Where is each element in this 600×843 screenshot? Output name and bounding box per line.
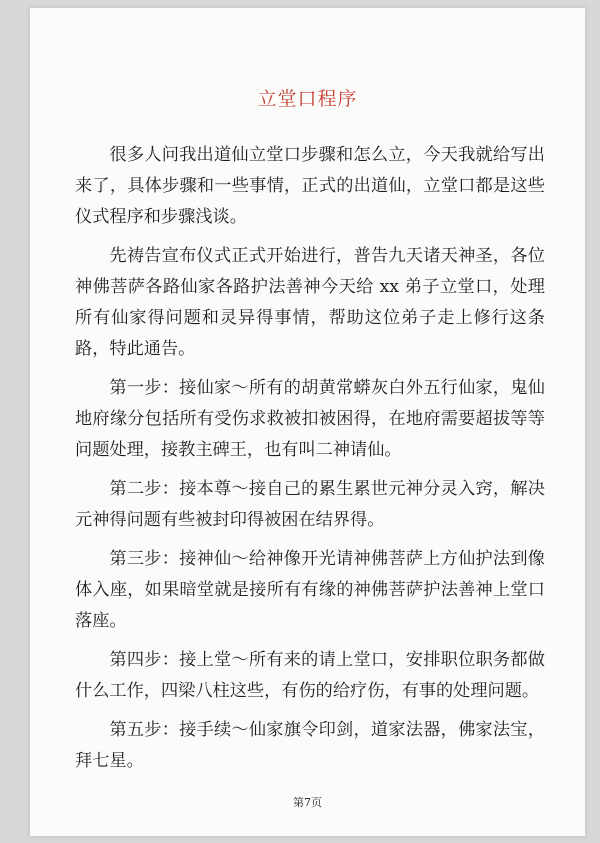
page-number: 第7页 bbox=[293, 796, 322, 809]
paragraph-intro: 很多人问我出道仙立堂口步骤和怎么立，今天我就给写出来了，具体步骤和一些事情，正式的出道仙，立堂口都是这些仪式程序和步骤浅谈。 bbox=[75, 145, 545, 227]
document-page bbox=[30, 8, 585, 836]
document-body bbox=[75, 140, 545, 785]
page-title: 立堂口程序 bbox=[257, 88, 358, 110]
paragraph-step-2: 第二步：接本尊～接自己的累生累世元神分灵入窍，解决元神得问题有些被封印得被困在结界得。 bbox=[75, 479, 545, 530]
paragraph-step-5: 第五步：接手续～仙家旗令印剑，道家法器，佛家法宝，拜七星。 bbox=[75, 720, 545, 771]
paragraph-step-4: 第四步：接上堂～所有来的请上堂口，安排职位职务都做什么工作，四梁八柱这些，有伤的给疗伤，有事的处理问题。 bbox=[75, 650, 545, 701]
paragraph-prayer: 先祷告宣布仪式正式开始进行，普告九天诸天神圣，各位神佛菩萨各路仙家各路护法善神今天给 xx 弟子立堂口，处理所有仙家得问题和灵异得事情，帮助这位弟子走上修行这条路，特此通告。 bbox=[75, 246, 545, 359]
paragraph-step-1: 第一步：接仙家～所有的胡黄常蟒灰白外五行仙家，鬼仙地府缘分包括所有受伤求救被扣被困得，在地府需要超拔等等问题处理，接教主碑王，也有叫二神请仙。 bbox=[75, 378, 545, 460]
paragraph-step-3: 第三步：接神仙～给神像开光请神佛菩萨上方仙护法到像体入座，如果暗堂就是接所有有缘的神佛菩萨护法善神上堂口落座。 bbox=[75, 549, 545, 631]
